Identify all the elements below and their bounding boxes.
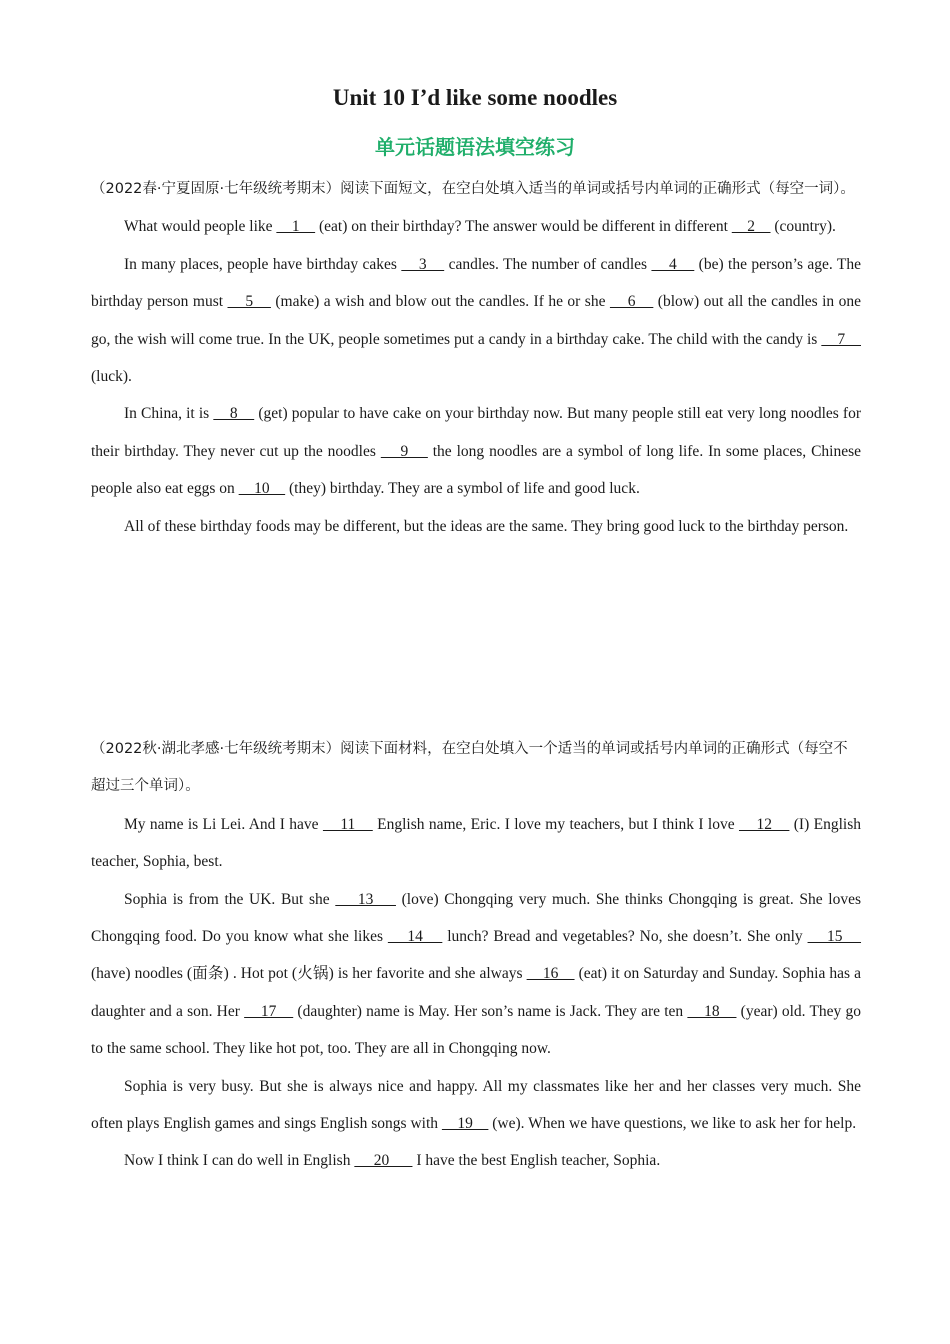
exercise-instructions: （2022春·宁夏固原·七年级统考期末）阅读下面短文，在空白处填入适当的单词或括号内单词的正确形式（每空一词）。 — [91, 181, 855, 197]
answer-blank[interactable]: 15 — [807, 928, 862, 946]
passage-text: In China, it is — [124, 405, 214, 423]
passage-paragraph — [91, 208, 861, 245]
passage-paragraph — [91, 881, 861, 1068]
answer-blank[interactable]: 12 — [738, 815, 790, 833]
answer-blank[interactable]: 8 — [213, 405, 255, 423]
answer-blank[interactable]: 9 — [380, 442, 428, 460]
passage-text: In many places, people have birthday cakes — [124, 255, 402, 273]
answer-blank[interactable]: 1 — [276, 218, 316, 236]
exercise-section-1 — [91, 171, 861, 545]
answer-blank[interactable]: 3 — [401, 255, 445, 273]
passage-paragraph — [91, 246, 861, 396]
passage-text: (love) Chongqing very much. She thinks Chongqing is great. She loves Chongqing food. Do you know what she likes — [91, 890, 861, 946]
answer-blank[interactable]: 5 — [227, 293, 271, 311]
answer-blank[interactable]: 10 — [238, 480, 286, 498]
passage-text: (daughter) name is May. Her son’s name is Jack. They are ten — [293, 1002, 688, 1020]
passage-text: (country). — [770, 218, 836, 236]
passage-text: candles. The number of candles — [444, 255, 652, 273]
passage-text: (eat) on their birthday? The answer would be different in different — [315, 218, 732, 236]
passage-text: English name, Eric. I love my teachers, but I think I love — [372, 815, 739, 833]
passage-text: All of these birthday foods may be different, but the ideas are the same. They bring good luck to the birthday person. — [124, 517, 849, 535]
passage-text: (have) noodles (面条) . Hot pot (火锅) is her favorite and she always — [91, 965, 527, 983]
exercise-section-2 — [91, 731, 861, 1180]
page-subtitle: 单元话题语法填空练习 — [375, 135, 575, 159]
passage-text: Sophia is very busy. But she is always nice and happy. All my classmates like her and her classes very much. She often plays English games and sings English songs with — [91, 1077, 861, 1133]
answer-blank[interactable]: 6 — [609, 293, 654, 311]
passage-paragraph — [91, 395, 861, 507]
passage-paragraph — [91, 806, 861, 881]
passage-text: (blow) out all the candles in one go, the wish will come true. In the UK, people sometimes put a candy in a birthday cake. The child with the candy is — [91, 293, 862, 348]
passage-text: (eat) it on Saturday and Sunday. Sophia has a daughter and a son. Her — [91, 965, 861, 1020]
passage-text: (I) English teacher, Sophia, best. — [91, 815, 861, 871]
answer-blank[interactable]: 13 — [335, 890, 396, 908]
answer-blank[interactable]: 18 — [687, 1002, 737, 1020]
answer-blank[interactable]: 2 — [731, 218, 771, 236]
passage-text: (year) old. They go to the same school. They like hot pot, too. They are all in Chongqing now. — [91, 1002, 862, 1058]
passage-text: My name is Li Lei. And I have — [124, 815, 323, 833]
answer-blank[interactable]: 19 — [441, 1115, 489, 1133]
passage-text: (we). When we have questions, we like to ask her for help. — [488, 1115, 857, 1133]
answer-blank[interactable]: 20 — [354, 1152, 413, 1170]
passage-text: I have the best English teacher, Sophia. — [412, 1152, 661, 1170]
passage-paragraph — [91, 508, 861, 545]
passage-text: lunch? Bread and vegetables? No, she doesn’t. She only — [442, 928, 808, 946]
passage-text: (make) a wish and blow out the candles. If he or she — [270, 293, 610, 311]
passage-text: (be) the person’s age. The birthday person must — [91, 255, 861, 311]
passage-text: Now I think I can do well in English — [124, 1152, 355, 1170]
answer-blank[interactable]: 4 — [651, 255, 695, 273]
answer-blank[interactable]: 16 — [526, 965, 575, 983]
passage-text: (they) birthday. They are a symbol of life and good luck. — [285, 480, 640, 498]
exercise-instructions: （2022秋·湖北孝感·七年级统考期末）阅读下面材料，在空白处填入一个适当的单词或括号内单词的正确形式（每空不超过三个单词）。 — [91, 741, 848, 795]
answer-blank[interactable]: 7 — [821, 330, 861, 348]
answer-blank[interactable]: 17 — [244, 1002, 294, 1020]
passage-paragraph — [91, 1142, 861, 1179]
passage-text: (get) popular to have cake on your birthday now. But many people still eat very long noodles for their birthday. They never cut up the noodles — [91, 405, 862, 460]
passage-text: What would people like — [124, 218, 277, 236]
passage-text: Sophia is from the UK. But she — [124, 890, 336, 908]
answer-blank[interactable]: 11 — [322, 815, 373, 833]
page-title: Unit 10 I’d like some noodles — [332, 85, 618, 110]
answer-blank[interactable]: 14 — [387, 928, 443, 946]
passage-paragraph — [91, 1068, 861, 1143]
passage-text: the long noodles are a symbol of long life. In some places, Chinese people also eat eggs on — [91, 442, 862, 498]
passage-text: (luck). — [91, 368, 132, 386]
passage — [91, 208, 861, 545]
passage — [91, 806, 861, 1180]
